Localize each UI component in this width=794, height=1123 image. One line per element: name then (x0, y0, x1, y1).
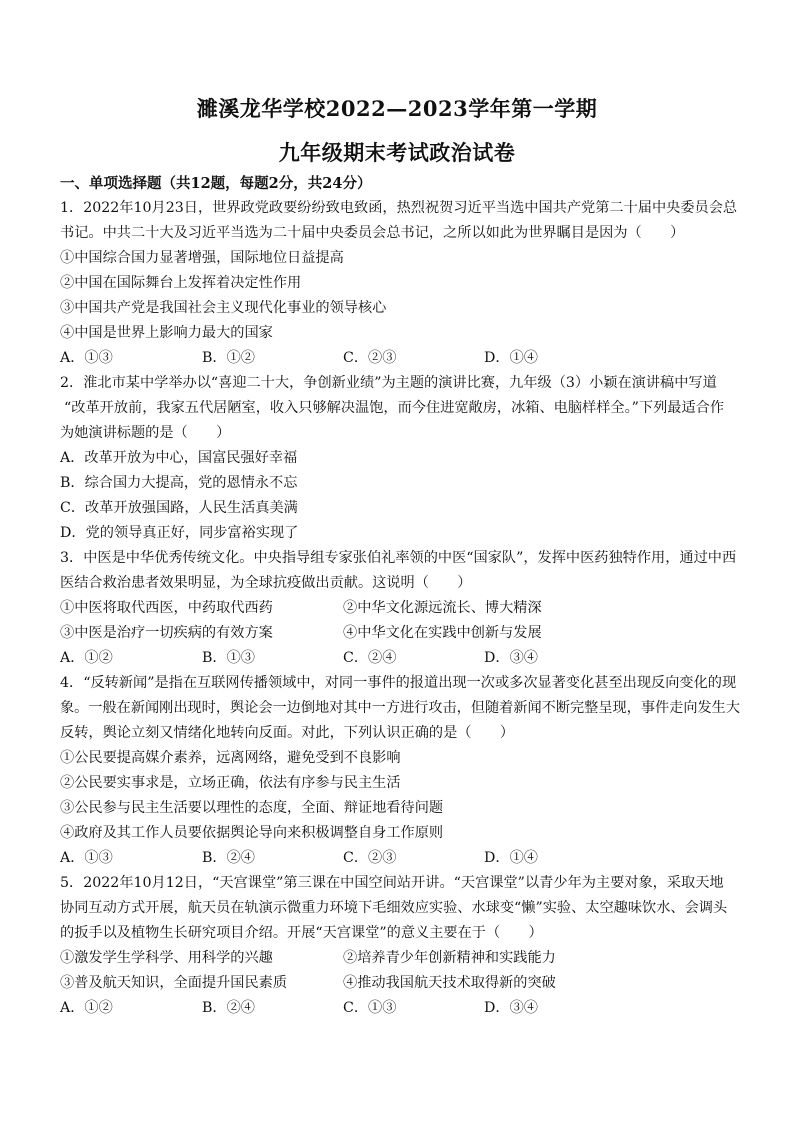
question-5-option-c: C．①③ (343, 1000, 397, 1016)
question-5-item-4: ④推动我国航天技术取得新的突破 (343, 975, 556, 991)
question-1-item-1: ①中国综合国力显著增强，国际地位日益提高 (60, 250, 344, 266)
question-3-stem-line-2: 医结合救治患者效果明显，为全球抗疫做出贡献。这说明（ ） (60, 575, 472, 591)
question-2-option-d: D．党的领导真正好，同步富裕实现了 (60, 525, 299, 541)
question-1-stem-line-1: 1．2022年10月23日，世界政党政要纷纷致电致函，热烈祝贺习近平当选中国共产党第二十届中央委员会总 (60, 200, 738, 216)
question-2-stem-line-2: “改革开放前，我家五代居陋室，收入只够解决温饱，而今住进宽敞房，冰箱、电脑样样全。”下列最适合作 (64, 400, 725, 416)
question-5-option-a: A．①② (60, 1000, 113, 1016)
question-3-option-c: C．②④ (343, 650, 397, 666)
question-2-option-b: B．综合国力大提高，党的恩情永不忘 (60, 475, 298, 491)
question-1-option-c: C．②③ (343, 350, 397, 366)
question-4-option-c: C．②③ (343, 850, 397, 866)
question-1-option-d: D．①④ (484, 350, 538, 366)
question-2-option-c: C．改革开放强国路，人民生活真美满 (60, 500, 298, 516)
exam-title-subject: 九年级期末考试政治试卷 (278, 140, 516, 165)
question-5-item-3: ③普及航天知识，全面提升国民素质 (60, 975, 288, 991)
section-heading: 一、单项选择题（共12题，每题2分，共24分） (60, 175, 372, 192)
question-3-item-3: ③中医是治疗一切疾病的有效方案 (60, 625, 273, 641)
question-5-stem-line-1: 5．2022年10月12日，“天宫课堂”第三课在中国空间站开讲。“天宫课堂”以青少年为主要对象，采取天地 (60, 875, 724, 891)
question-4-stem-line-3: 反转，舆论立刻又情绪化地转向反面。对此，下列认识正确的是（ ） (60, 725, 515, 741)
question-4-stem-line-2: 象。一般在新闻刚出现时，舆论会一边倒地对其中一方进行攻击，但随着新闻不断完整呈现，事件走向发生大 (60, 700, 740, 716)
question-4-option-a: A．①③ (60, 850, 113, 866)
question-1-option-b: B．①② (202, 350, 255, 366)
question-1-item-4: ④中国是世界上影响力最大的国家 (60, 325, 273, 341)
question-3-option-d: D．③④ (484, 650, 538, 666)
question-4-option-d: D．①④ (484, 850, 538, 866)
question-2-stem-line-3: 为她演讲标题的是（ ） (60, 425, 231, 441)
question-2-option-a: A．改革开放为中心，国富民强好幸福 (60, 450, 298, 466)
question-4-item-1: ①公民要提高媒介素养，远离网络，避免受到不良影响 (60, 750, 401, 766)
question-3-item-1: ①中医将取代西医，中药取代西药 (60, 600, 273, 616)
question-1-item-2: ②中国在国际舞台上发挥着决定性作用 (60, 275, 302, 291)
question-5-stem-line-3: 的扳手以及植物生长研究项目介绍。开展“天宫课堂”的意义主要在于（ ） (60, 925, 543, 941)
question-3-option-b: B．①③ (202, 650, 255, 666)
question-1-item-3: ③中国共产党是我国社会主义现代化事业的领导核心 (60, 300, 387, 316)
question-4-item-2: ②公民要实事求是，立场正确，依法有序参与民主生活 (60, 775, 401, 791)
question-4-item-4: ④政府及其工作人员要依据舆论导向来积极调整自身工作原则 (60, 825, 444, 841)
question-4-stem-line-1: 4．“反转新闻”是指在互联网传播领域中，对同一事件的报道出现一次或多次显著变化甚至出现反向变化的现 (60, 675, 737, 691)
question-5-option-b: B．②④ (202, 1000, 255, 1016)
question-5-option-d: D．③④ (484, 1000, 538, 1016)
question-5-item-1: ①激发学生学科学、用科学的兴趣 (60, 950, 273, 966)
question-4-item-3: ③公民参与民主生活要以理性的态度，全面、辩证地看待问题 (60, 800, 444, 816)
question-1-option-a: A．①③ (60, 350, 113, 366)
question-5-item-2: ②培养青少年创新精神和实践能力 (343, 950, 556, 966)
question-3-item-4: ④中华文化在实践中创新与发展 (343, 625, 542, 641)
question-3-stem-line-1: 3．中医是中华优秀传统文化。中央指导组专家张伯礼率领的中医“国家队”，发挥中医药独特作用，通过中西 (60, 550, 737, 566)
question-1-stem-line-2: 书记。中共二十大及习近平当选为二十届中央委员会总书记，之所以如此为世界瞩目是因为（ ） (60, 225, 685, 241)
question-3-option-a: A．①② (60, 650, 113, 666)
question-4-option-b: B．②④ (202, 850, 255, 866)
question-3-item-2: ②中华文化源远流长、博大精深 (343, 600, 542, 616)
question-5-stem-line-2: 协同互动方式开展，航天员在轨演示微重力环境下毛细效应实验、水球变“懒”实验、太空趣味饮水、会调头 (60, 900, 728, 916)
exam-title-school: 濉溪龙华学校2022—2023学年第一学期 (196, 96, 598, 121)
question-2-stem-line-1: 2．淮北市某中学举办以“喜迎二十大，争创新业绩”为主题的演讲比赛，九年级（3）小颖在演讲稿中写道 (60, 375, 717, 391)
